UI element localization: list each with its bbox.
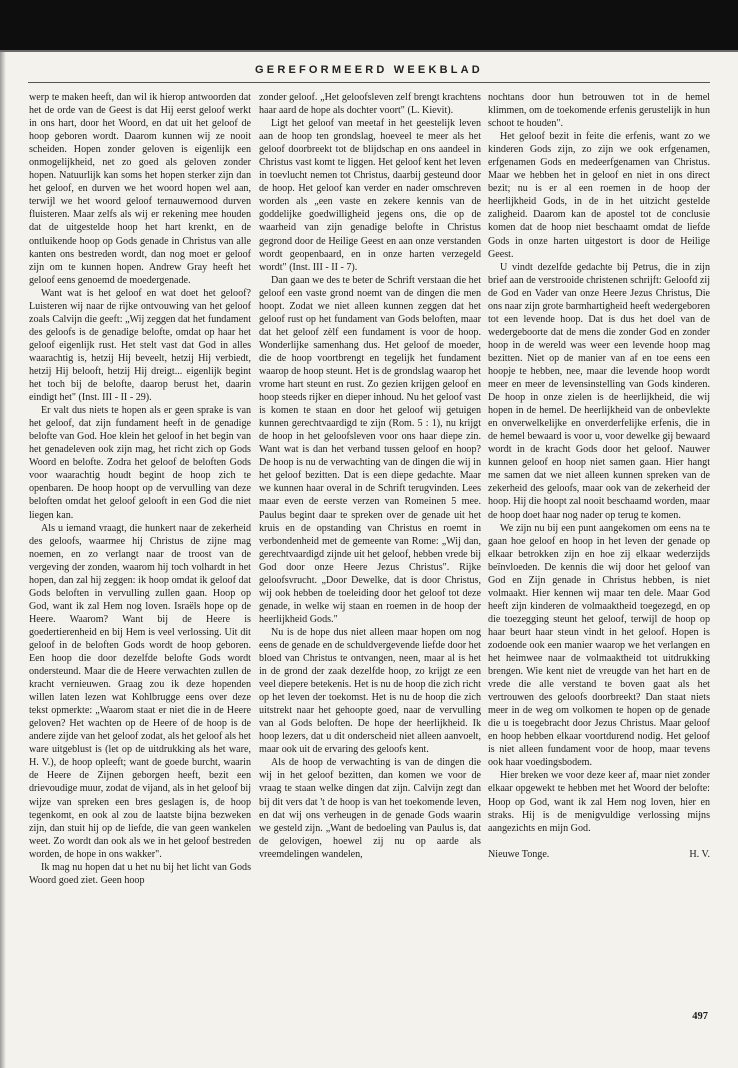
column-3 [488, 91, 710, 1021]
paragraph: Er valt dus niets te hopen als er geen sprake is van het geloof, dat zijn fundament heeft in de genadige belofte van God. Hoe klein het geloof in het begin van het genadeleven ook zijn mag, het richt zich op Gods Woord en belofte. Zodra het geloof de beloften Gods voor waarachtig houdt begint de hoop zich te openbaren. De hoop hoopt op de vervulling van deze beloften omdat het geloof gelooft in een God die niet liegen kan. [29, 405, 251, 521]
signature-line [488, 848, 710, 861]
paragraph: zonder geloof. „Het geloofsleven zelf brengt krachtens haar aard de hope als dochter voort" (L. Kievit). [259, 92, 481, 117]
paragraph: nochtans door hun betrouwen tot in de hemel klimmen, om de toekomende erfenis gerustelijk in hun schoot te houden". [488, 92, 710, 130]
paragraph: Als de hoop de verwachting is van de dingen die wij in het geloof bezitten, dan komen we voor de vraag te staan welke dingen dat zijn. Calvijn zegt dan bij dit vers dat 't de hoop is van het toekomende leven, en dat wij ons verheugen in de genade Gods waarin we gesteld zijn. „Want de bedoeling van Paulus is, dat de gelovigen, hoewel zij nu op aarde als vreemdelingen wandelen, [259, 757, 481, 860]
paragraph: Het geloof bezit in feite die erfenis, want zo we kinderen Gods zijn, zo zijn we ook erfgenamen, erfgenamen Gods en medeerfgenamen van Christus. Maar we hebben het in geloof en niet in ons direct bezit; nu is er al een roemen in de hoop der heerlijkheid Gods, in de in het uitzicht gestelde zaligheid. Daarom kan de apostel tot de conclusie komen dat de hoop niet beschaamt omdat de liefde Gods in onze harten uitgestort is door de Heilige Geest. [488, 131, 710, 260]
left-page-shadow [0, 52, 6, 1068]
paragraph: Hier breken we voor deze keer af, maar niet zonder elkaar opgewekt te hebben met het Woord der belofte: Hoop op God, want ik zal Hem nog loven, hier en straks. Hij is de menigvuldige verlossing mijns aangezichts en mijn God. [488, 770, 710, 834]
page-number: 497 [692, 1011, 708, 1022]
paragraph: Als u iemand vraagt, die hunkert naar de zekerheid des geloofs, waarmee hij Christus de zijne mag noemen, en zo verlangt naar de troost van de vergeving der zonden, waarom hij toch volhardt in het hopen, dan zal hij zeggen: ik hoop omdat ik geloof dat Gods beloften in vervulling zullen gaan. Hoop op God, want ik zal Hem nog loven. Israëls hope op de Heere. Waarom? Want bij de Heere is goedertierenheid en bij Hem is veel verlossing. Uit dit geloof in de beloften Gods wordt de hoop geboren. Een hoop die door dezelfde belofte Gods wordt ondersteund. Maar die de Heere verwachten zullen de kracht vernieuwen. Graag zou ik deze hopenden willen laten lezen wat Kohlbrugge eens over deze tekst opmerkte: „Waarom staat er niet die in de Heere geloven? Het wachten op de Heere of de hoop is de andere zijde van het geloof zodat, als het geloof als het ware uitgeblust is (let op de uitdrukking als het ware, H. V.), de hoop opleeft; want de goede burcht, waarin de Heere de Zijnen geborgen heeft, bezit een drievoudige muur, zodat de vijand, als in het geloof bij wijze van spreken een bres geslagen is, de hoop tegenkomt, en ook al zou de laatste bijna bezweken zijn, dan stuit hij op de liefde, die van geen wankelen weet. Zo wordt dan ook als we in het geloof bestreden worden, de hope in ons wakker". [29, 522, 251, 860]
header-rule [28, 82, 710, 83]
paragraph: We zijn nu bij een punt aangekomen om eens na te gaan hoe geloof en hoop in het leven der genade op elkaar betrokken zijn en hoe zij elkaar wederzijds beïnvloeden. De kennis die wij door het geloof van God en Zijn genade in Christus hebben, is niet volmaakt. Hier kennen wij maar ten dele. Maar God heeft zijn kinderen de volmaaktheid toegezegd, en op die toezegging steunt het geloof, terwijl de hoop op haar beurt haar steun vindt in het geloof. Hopen is zodoende ook een manier waarop we het verlangen en het heimwee naar de volmaaktheid tot uitdrukking brengen. Wie kent niet de vreugde van het hart en de vrede die alle verstand te boven gaat als het vertrouwen des geloofs doorbreekt? Dan staat niets meer in de weg om volkomen te hopen op de genade die u is toegebracht door Jezus Christus. Maar geloof en hoop hebben elkaar voortdurend nodig. Het geloof is niet alleen fundament voor de hoop, maar tevens ook haar voedingsbodem. [488, 522, 710, 769]
signature-place: Nieuwe Tonge. [488, 848, 550, 860]
paragraph: Want wat is het geloof en wat doet het geloof? Luisteren wij naar de rijke ontvouwing van het geloof zoals Calvijn die geeft: „Wij zeggen dat het fundament des geloofs is de genadige belofte, omdat op haar het geloof eigenlijk rust. Het stelt vast dat God in alles waarachtig is, hetzij Hij beveelt, hetzij Hij verbiedt, hetzij Hij belooft, hetzij Hij dreigt... eigenlijk begint het toch bij de belofte, daarop berust het, daarin eindigt het" (Inst. III - II - 29). [29, 287, 251, 404]
paragraph: Dan gaan we des te beter de Schrift verstaan die het geloof een vaste grond noemt van de dingen die men hoopt. Zodat we niet alleen kunnen zeggen dat het geloof rust op het fundament van Gods beloften, maar dat het geloof zèlf een fundament is voor de hoop. Wonderlijke samenhang dus. Het geloof de moeder, die de hoop voortbrengt en tegelijk het fundament waarop de hoop steunt. Het is de grondslag waarop het vrome hart steunt en rust. Zo gezien krijgen geloof en hoop steeds rijker en dieper inhoud. Nu het geloof vast is komen te staan en door het geloof wij getuigen kunnen gerechtvaardigd te zijn (Rom. 5 : 1), nu krijgt de hoop in het geloofsleven voor ons haar diepe zin. Want wat is dan het verband tussen geloof en hoop? De hoop is nu de verwachting van de dingen die wij in het geloof bezitten. Dat is een diepe gedachte. Maar we kunnen haar overal in de Schrift terugvinden. Lees maar even de eerste verzen van Romeinen 5 mee. Paulus begint daar te spreken over de genade uit het kruis en de opstanding van Christus en roemt in verbondenheid met de gemeente van Rome: „Wij dan, gerechtvaardigd zijnde uit het geloof, hebben vrede bij God door onze Heere Jezus Christus". Rijke geloofsvrucht. „Door Dewelke, dat is door Christus, wij ook hebben de toeleiding door het geloof tot deze genade, in welke wij staan en roemen in de hoop der heerlijkheid Gods." [259, 274, 481, 625]
top-border-edge [0, 50, 738, 52]
top-black-border [0, 0, 738, 50]
column-1 [29, 91, 251, 1021]
paragraph: U vindt dezelfde gedachte bij Petrus, die in zijn brief aan de verstrooide christenen schrijft: Geloofd zij de God en Vader van onze Heere Jezus Christus, Die ons naar zijn grote barmhartigheid heeft wedergeboren tot een levende hoop. Dat is dus het doel van de wedergeboorte dat de mens die zonder God en zonder hoop in de wereld was weer een levende hoop mag bezitten. Niet op de manier van af en toe eens een hoopje te hebben, nee, maar die levende hoop wordt meer en meer de levensinstelling van Gods kinderen. De hoop in onze zielen is de heerlijkheid, die wij hopen in de hemel. De heerlijkheid van de onbevlekte en onverwelkelijke en onverderfelijke erfenis, die in de hemel bewaard is voor u, voor dewelke gij bewaard wordt in de kracht Gods door het geloof. Nauwer kunnen geloof en hoop niet samen gaan. Hier hangt me samen dat we niet alleen kunnen spreken van de zekerheid des geloofs, maar ook van de zekerheid der hoop. Hij die hoopt zal nooit beschaamd worden, maar de hoop doet haar nog nader op terug te komen. [488, 261, 710, 521]
paragraph: Ik mag nu hopen dat u het nu bij het licht van Gods Woord goed ziet. Geen hoop [29, 861, 251, 886]
paragraph: Nu is de hope dus niet alleen maar hopen om nog eens de genade en de schuldvergevende liefde door het bloed van Christus te ontvangen, neen, maar al is het in de grond der zaak dezelfde hoop, zo krijgt ze een veel diepere betekenis. Het is nu de hoop die zich richt op het leven der toekomst. Het is nu de hoop die zich uitstrekt naar het gehoopte goed, naar de vervulling van al Gods beloften. De hope der heerlijkheid. Ik hoop lezers, dat u dit onderscheid niet alleen aanvoelt, maar ook uit de ervaring des geloofs kent. [259, 626, 481, 756]
column-2 [259, 91, 481, 1021]
signature-initials: H. V. [689, 848, 710, 860]
paragraph: werp te maken heeft, dan wil ik hierop antwoorden dat het de orde van de Geest is dat Hij eerst geloof werkt in ons hart, door het Woord, en dat uit het geloof de hoop geboren wordt. Daarom kunnen wij ze nooit scheiden. Hopen zonder geloven is eigenlijk een onmogelijkheid, net zo goed als geloven zonder hopen. Natuurlijk kan soms het hopen sterker zijn dan het geloof, en durven we het woord hopen wel aan, terwijl we het woord geloof ternauwernood durven fluisteren. Maar zelfs als wij er rekening mee houden dat de uitgestelde hoop het hart krenkt, en de ontluikende hoop op Gods genade in Christus van alle kanten ons bestreden wordt, dan nog moet er geloof zijn om te kunnen hopen. Andrew Gray heeft het geloof eens genoemd de moedergenade. [29, 92, 251, 286]
paragraph: Ligt het geloof van meetaf in het geestelijk leven aan de hoop ten grondslag, hoeveel te meer als het geloof doorbreekt tot de blijdschap en ons aandeel in Christus vast komt te liggen. Het geloof kent het leven in toevlucht nemen tot Christus, daarbij gesteund door de hoop. Het geloof kan verder en nader omschreven worden als „een vaste en zekere kennis van de goddelijke goedwilligheid jegens ons, die op de waarheid van zijn genadige belofte in Christus gegrond door de Heilige Geest en aan onze verstanden wordt geopenbaard, en in onze harten verzegeld wordt" (Inst. III - II - 7). [259, 118, 481, 273]
running-header: GEREFORMEERD WEEKBLAD [255, 64, 483, 76]
